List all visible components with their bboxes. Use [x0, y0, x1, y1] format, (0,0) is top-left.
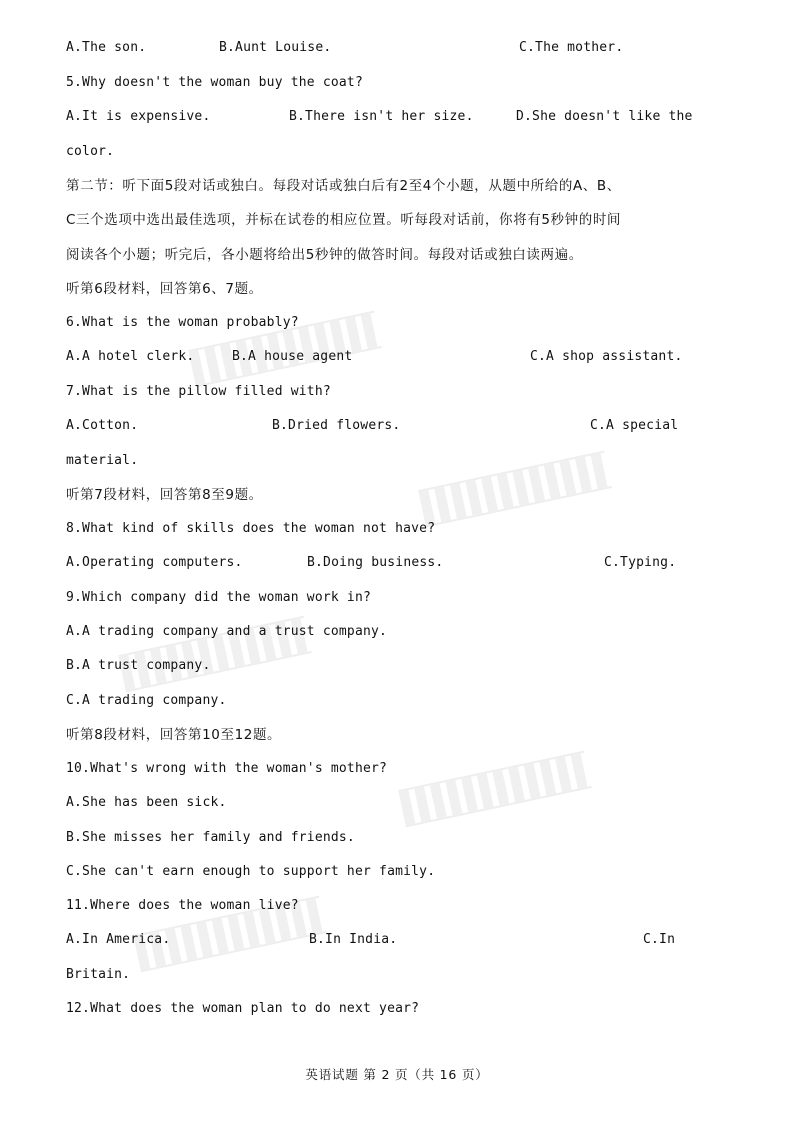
q8-option-b: B.Doing business.: [307, 555, 444, 570]
question-7: 7.What is the pillow filled with?: [66, 384, 331, 399]
q5-option-a: A.It is expensive.: [66, 109, 211, 124]
section2-instructions-line3: 阅读各个小题；听完后，各小题将给出5秒钟的做答时间。每段对话或独白读两遍。: [66, 247, 583, 263]
q6-option-b: B.A house agent: [232, 349, 353, 364]
section2-instructions-line2: C三个选项中选出最佳选项，并标在试卷的相应位置。听每段对话前，你将有5秒钟的时间: [66, 212, 622, 228]
watermark-stamp: [398, 751, 592, 828]
q4-option-c: C.The mother.: [519, 40, 624, 55]
q8-option-c: C.Typing.: [604, 555, 677, 570]
q7-option-b: B.Dried flowers.: [272, 418, 401, 433]
q10-option-b: B.She misses her family and friends.: [66, 830, 355, 845]
question-11: 11.Where does the woman live?: [66, 898, 299, 913]
q7-option-c-wrap: material.: [66, 453, 139, 468]
question-12: 12.What does the woman plan to do next year?: [66, 1001, 420, 1016]
q9-option-a: A.A trading company and a trust company.: [66, 624, 388, 639]
passage-6-heading: 听第6段材料，回答第6、7题。: [66, 281, 263, 297]
passage-8-heading: 听第8段材料，回答第10至12题。: [66, 727, 282, 743]
q4-option-b: B.Aunt Louise.: [219, 40, 332, 55]
q10-option-c: C.She can't earn enough to support her family.: [66, 864, 436, 879]
q5-option-b: B.There isn't her size.: [289, 109, 474, 124]
q8-option-a: A.Operating computers.: [66, 555, 243, 570]
q9-option-b: B.A trust company.: [66, 658, 211, 673]
q5-option-c-wrap: color.: [66, 144, 115, 159]
page-footer: 英语试题 第 2 页（共 16 页）: [305, 1067, 489, 1082]
question-6: 6.What is the woman probably?: [66, 315, 299, 330]
question-5: 5.Why doesn't the woman buy the coat?: [66, 75, 363, 90]
section2-instructions-line1: 第二节：听下面5段对话或独白。每段对话或独白后有2至4个小题，从题中所给的A、B、: [66, 178, 621, 194]
question-10: 10.What's wrong with the woman's mother?: [66, 761, 388, 776]
q4-option-a: A.The son.: [66, 40, 147, 55]
q11-option-c-wrap: Britain.: [66, 967, 131, 982]
q11-option-b: B.In India.: [309, 932, 398, 947]
q6-option-a: A.A hotel clerk.: [66, 349, 195, 364]
question-8: 8.What kind of skills does the woman not have?: [66, 521, 436, 536]
q11-option-c: C.In: [643, 932, 676, 947]
q7-option-a: A.Cotton.: [66, 418, 139, 433]
q9-option-c: C.A trading company.: [66, 693, 227, 708]
question-9: 9.Which company did the woman work in?: [66, 590, 372, 605]
q11-option-a: A.In America.: [66, 932, 171, 947]
q6-option-c: C.A shop assistant.: [530, 349, 683, 364]
q5-option-c: D.She doesn't like the: [516, 109, 693, 124]
q7-option-c: C.A special: [590, 418, 679, 433]
watermark-stamp: [418, 451, 612, 528]
q10-option-a: A.She has been sick.: [66, 795, 227, 810]
passage-7-heading: 听第7段材料，回答第8至9题。: [66, 487, 263, 503]
